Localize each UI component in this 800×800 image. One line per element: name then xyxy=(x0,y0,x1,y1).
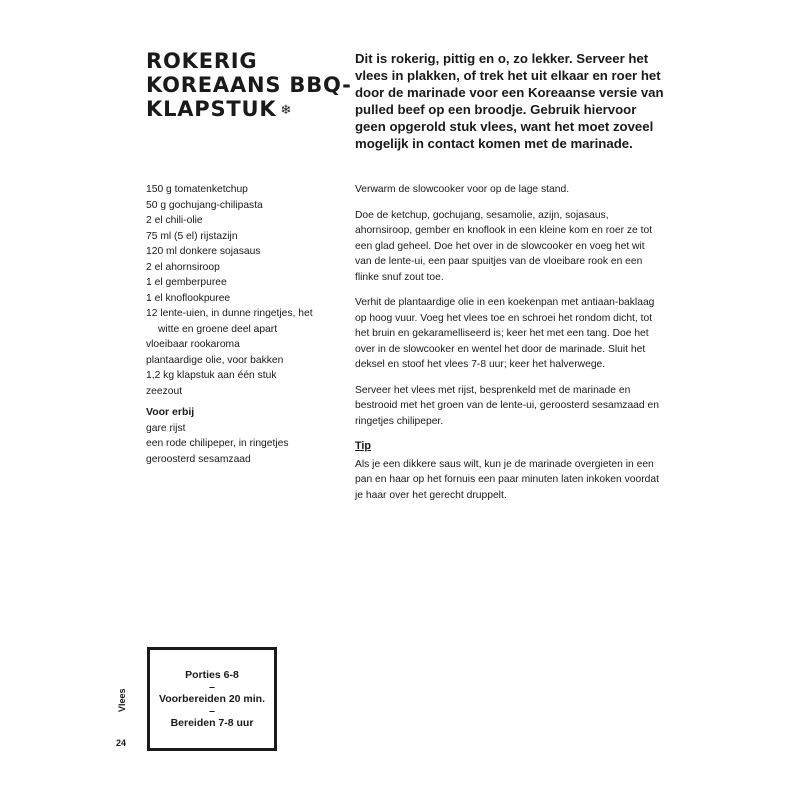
page-number: 24 xyxy=(116,738,127,748)
ingredient-item: 1 el knoflookpuree xyxy=(146,292,231,304)
method-step: Verwarm de slowcooker voor op de lage stand. xyxy=(355,184,570,195)
ingredient-item: 2 el ahornsiroop xyxy=(146,261,220,273)
serve-heading: Voor erbij xyxy=(146,406,195,418)
ingredient-item: vloeibaar rookaroma xyxy=(146,339,240,350)
title-line: ROKERIG xyxy=(146,49,258,73)
method-steps xyxy=(355,182,660,513)
recipe-info-box xyxy=(147,647,277,751)
separator: – xyxy=(209,705,215,717)
title-line: KOREAANS BBQ- xyxy=(146,73,352,97)
cook-time: Bereiden 7-8 uur xyxy=(170,717,254,729)
serve-item: gare rijst xyxy=(146,422,186,434)
method-step: Doe de ketchup, gochujang, sesamolie, azijn, sojasaus, ahornsiroop, gember en knoflook in een kleine kom en roer ze tot een glad geheel. Doe het over in de slowcooker en voeg het wit van de lente-ui, een paar spuitjes van de vloeibare rook en een flinke snuf zout toe. xyxy=(355,209,653,283)
method-step: Serveer het vlees met rijst, besprenkeld met de marinade en bestrooid met het groen van de lente-ui, geroosterd sesamzaad en ringetjes chilipeper. xyxy=(355,384,659,427)
ingredient-list xyxy=(146,182,336,467)
ingredient-item: 120 ml donkere sojasaus xyxy=(146,246,261,257)
serve-item: geroosterd sesamzaad xyxy=(146,453,251,465)
portions: Porties 6-8 xyxy=(185,669,239,681)
ingredient-item: 1 el gemberpuree xyxy=(146,277,227,288)
method-step: Verhit de plantaardige olie in een koekenpan met antiaan-baklaag op hoog vuur. Voeg het vlees toe en schroei het rondom dicht, tot het bruin en gekaramelliseerd is; keer het met een tang. Doe het over in de slowcooker en wentel het door de marinade. Sluit het deksel en stoof het vlees 7-8 uur; keer het halverwege. xyxy=(355,297,655,370)
title-line: KLAPSTUK xyxy=(146,97,277,121)
ingredient-item: 50 g gochujang-chilipasta xyxy=(146,199,263,211)
serve-item: een rode chilipeper, in ringetjes xyxy=(146,438,289,449)
ingredient-item: 2 el chili-olie xyxy=(146,215,203,226)
tip-heading: Tip xyxy=(355,440,371,452)
separator: – xyxy=(209,681,215,693)
ingredient-item: 12 lente-uien, in dunne ringetjes, het witte en groene deel apart xyxy=(146,308,313,335)
snowflake-icon: ❄ xyxy=(280,103,293,118)
ingredient-item: plantaardige olie, voor bakken xyxy=(146,354,284,366)
recipe-intro: Dit is rokerig, pittig en o, zo lekker. Serveer het vlees in plakken, of trek het uit elkaar en roer het door de marinade voor een Koreaanse versie van pulled beef op een broodje. Gebruik hiervoor geen opgerold stuk vlees, want het moet zoveel mogelijk in contact komen met de marinade. xyxy=(355,51,664,151)
ingredient-item: 75 ml (5 el) rijstazijn xyxy=(146,230,238,242)
ingredient-item: 150 g tomatenketchup xyxy=(146,184,248,195)
prep-time: Voorbereiden 20 min. xyxy=(159,693,265,705)
ingredient-item: 1,2 kg klapstuk aan één stuk xyxy=(146,370,277,381)
tip-text: Als je een dikkere saus wilt, kun je de marinade overgieten in een pan en haar op het fornuis een paar minuten laten inkoken voordat je haar over het gerecht druppelt. xyxy=(355,458,659,501)
ingredient-item: zeezout xyxy=(146,385,183,397)
section-label: Vlees xyxy=(117,688,127,712)
recipe-title xyxy=(146,49,352,125)
